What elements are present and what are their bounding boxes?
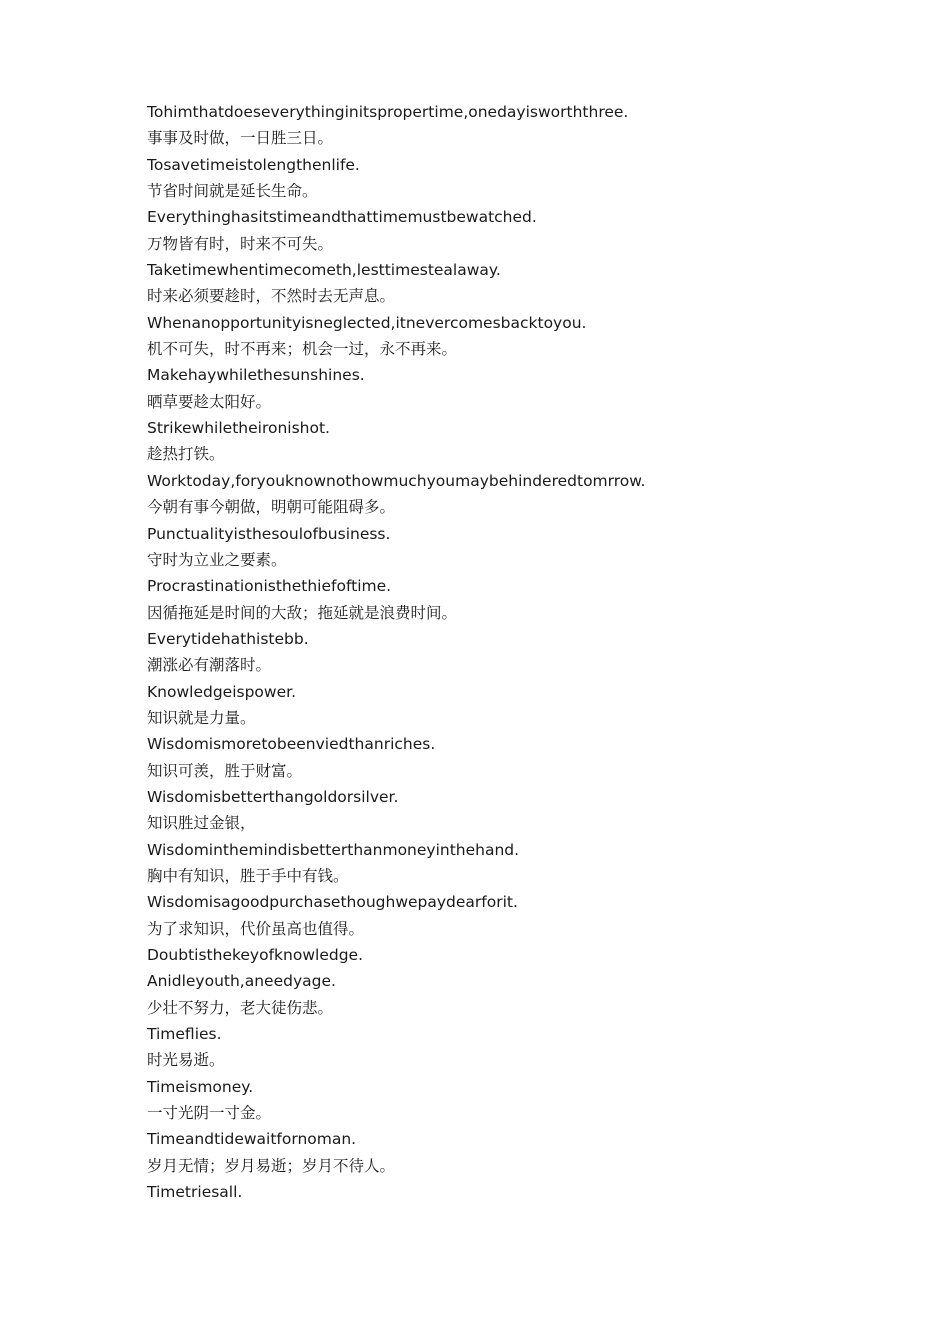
text-line: Anidleyouth,aneedyage. xyxy=(147,972,336,991)
text-line: Wisdomisbetterthangoldorsilver. xyxy=(147,787,399,806)
text-line: 知识胜过金银， xyxy=(147,814,256,833)
text-line: Knowledgeispower. xyxy=(147,682,296,701)
text-line: 少壮不努力，老大徒伤悲。 xyxy=(147,998,334,1017)
text-line: Doubtisthekeyofknowledge. xyxy=(147,946,363,964)
text-line: Worktoday,foryouknownothowmuchyoumaybehinderedtomrrow. xyxy=(147,471,646,490)
text-line: Punctualityisthesoulofbusiness. xyxy=(147,524,391,543)
text-line: 时来必须要趁时，不然时去无声息。 xyxy=(147,287,396,306)
text-line: Timeismoney. xyxy=(147,1077,254,1096)
text-line: Everythinghasitstimeandthattimemustbewatched. xyxy=(147,208,537,227)
text-line: Wisdomismoretobeenviedthanriches. xyxy=(147,735,436,754)
text-line: 因循拖延是时间的大敌；拖延就是浪费时间。 xyxy=(147,603,458,622)
text-line: 晒草要趁太阳好。 xyxy=(147,392,272,411)
text-line: Taketimewhentimecometh,lesttimestealaway. xyxy=(147,261,501,280)
text-line: Timeandtidewaitfornoman. xyxy=(147,1130,357,1149)
text-line: Tohimthatdoeseverythinginitspropertime,onedayisworththree. xyxy=(147,103,629,121)
text-line: 知识可羡，胜于财富。 xyxy=(147,761,303,780)
text-line: 潮涨必有潮落时。 xyxy=(147,656,272,675)
text-line: Timeflies. xyxy=(147,1025,222,1044)
text-line: Procrastinationisthethiefoftime. xyxy=(147,577,392,596)
text-body xyxy=(147,99,907,1205)
text-line: 事事及时做，一日胜三日。 xyxy=(147,129,334,148)
text-line: 岁月无情；岁月易逝；岁月不待人。 xyxy=(147,1156,396,1175)
text-line: Whenanopportunityisneglected,itnevercomesbacktoyou. xyxy=(147,313,587,332)
text-line: 时光易逝。 xyxy=(147,1051,225,1070)
text-line: Strikewhiletheironishot. xyxy=(147,419,330,438)
text-line: 节省时间就是延长生命。 xyxy=(147,182,318,201)
text-line: Makehaywhilethesunshines. xyxy=(147,366,365,385)
text-line: 今朝有事今朝做，明朝可能阻碍多。 xyxy=(147,498,396,517)
text-line: 万物皆有时，时来不可失。 xyxy=(147,234,334,253)
text-line: 胸中有知识，胜于手中有钱。 xyxy=(147,866,349,885)
text-line: 知识就是力量。 xyxy=(147,708,256,727)
text-line: Wisdomisagoodpurchasethoughwepaydearforit. xyxy=(147,893,518,912)
text-line: 趁热打铁。 xyxy=(147,445,225,464)
text-line: 为了求知识，代价虽高也值得。 xyxy=(147,919,365,938)
text-line: Wisdominthemindisbetterthanmoneyinthehand. xyxy=(147,840,520,859)
text-line: Everytidehathistebb. xyxy=(147,629,309,648)
text-line: 一寸光阴一寸金。 xyxy=(147,1104,272,1123)
text-line: Timetriesall. xyxy=(147,1183,243,1202)
text-line: 守时为立业之要素。 xyxy=(147,550,287,569)
text-line: 机不可失，时不再来；机会一过，永不再来。 xyxy=(147,340,458,359)
text-line: Tosavetimeistolengthenlife. xyxy=(147,155,360,174)
